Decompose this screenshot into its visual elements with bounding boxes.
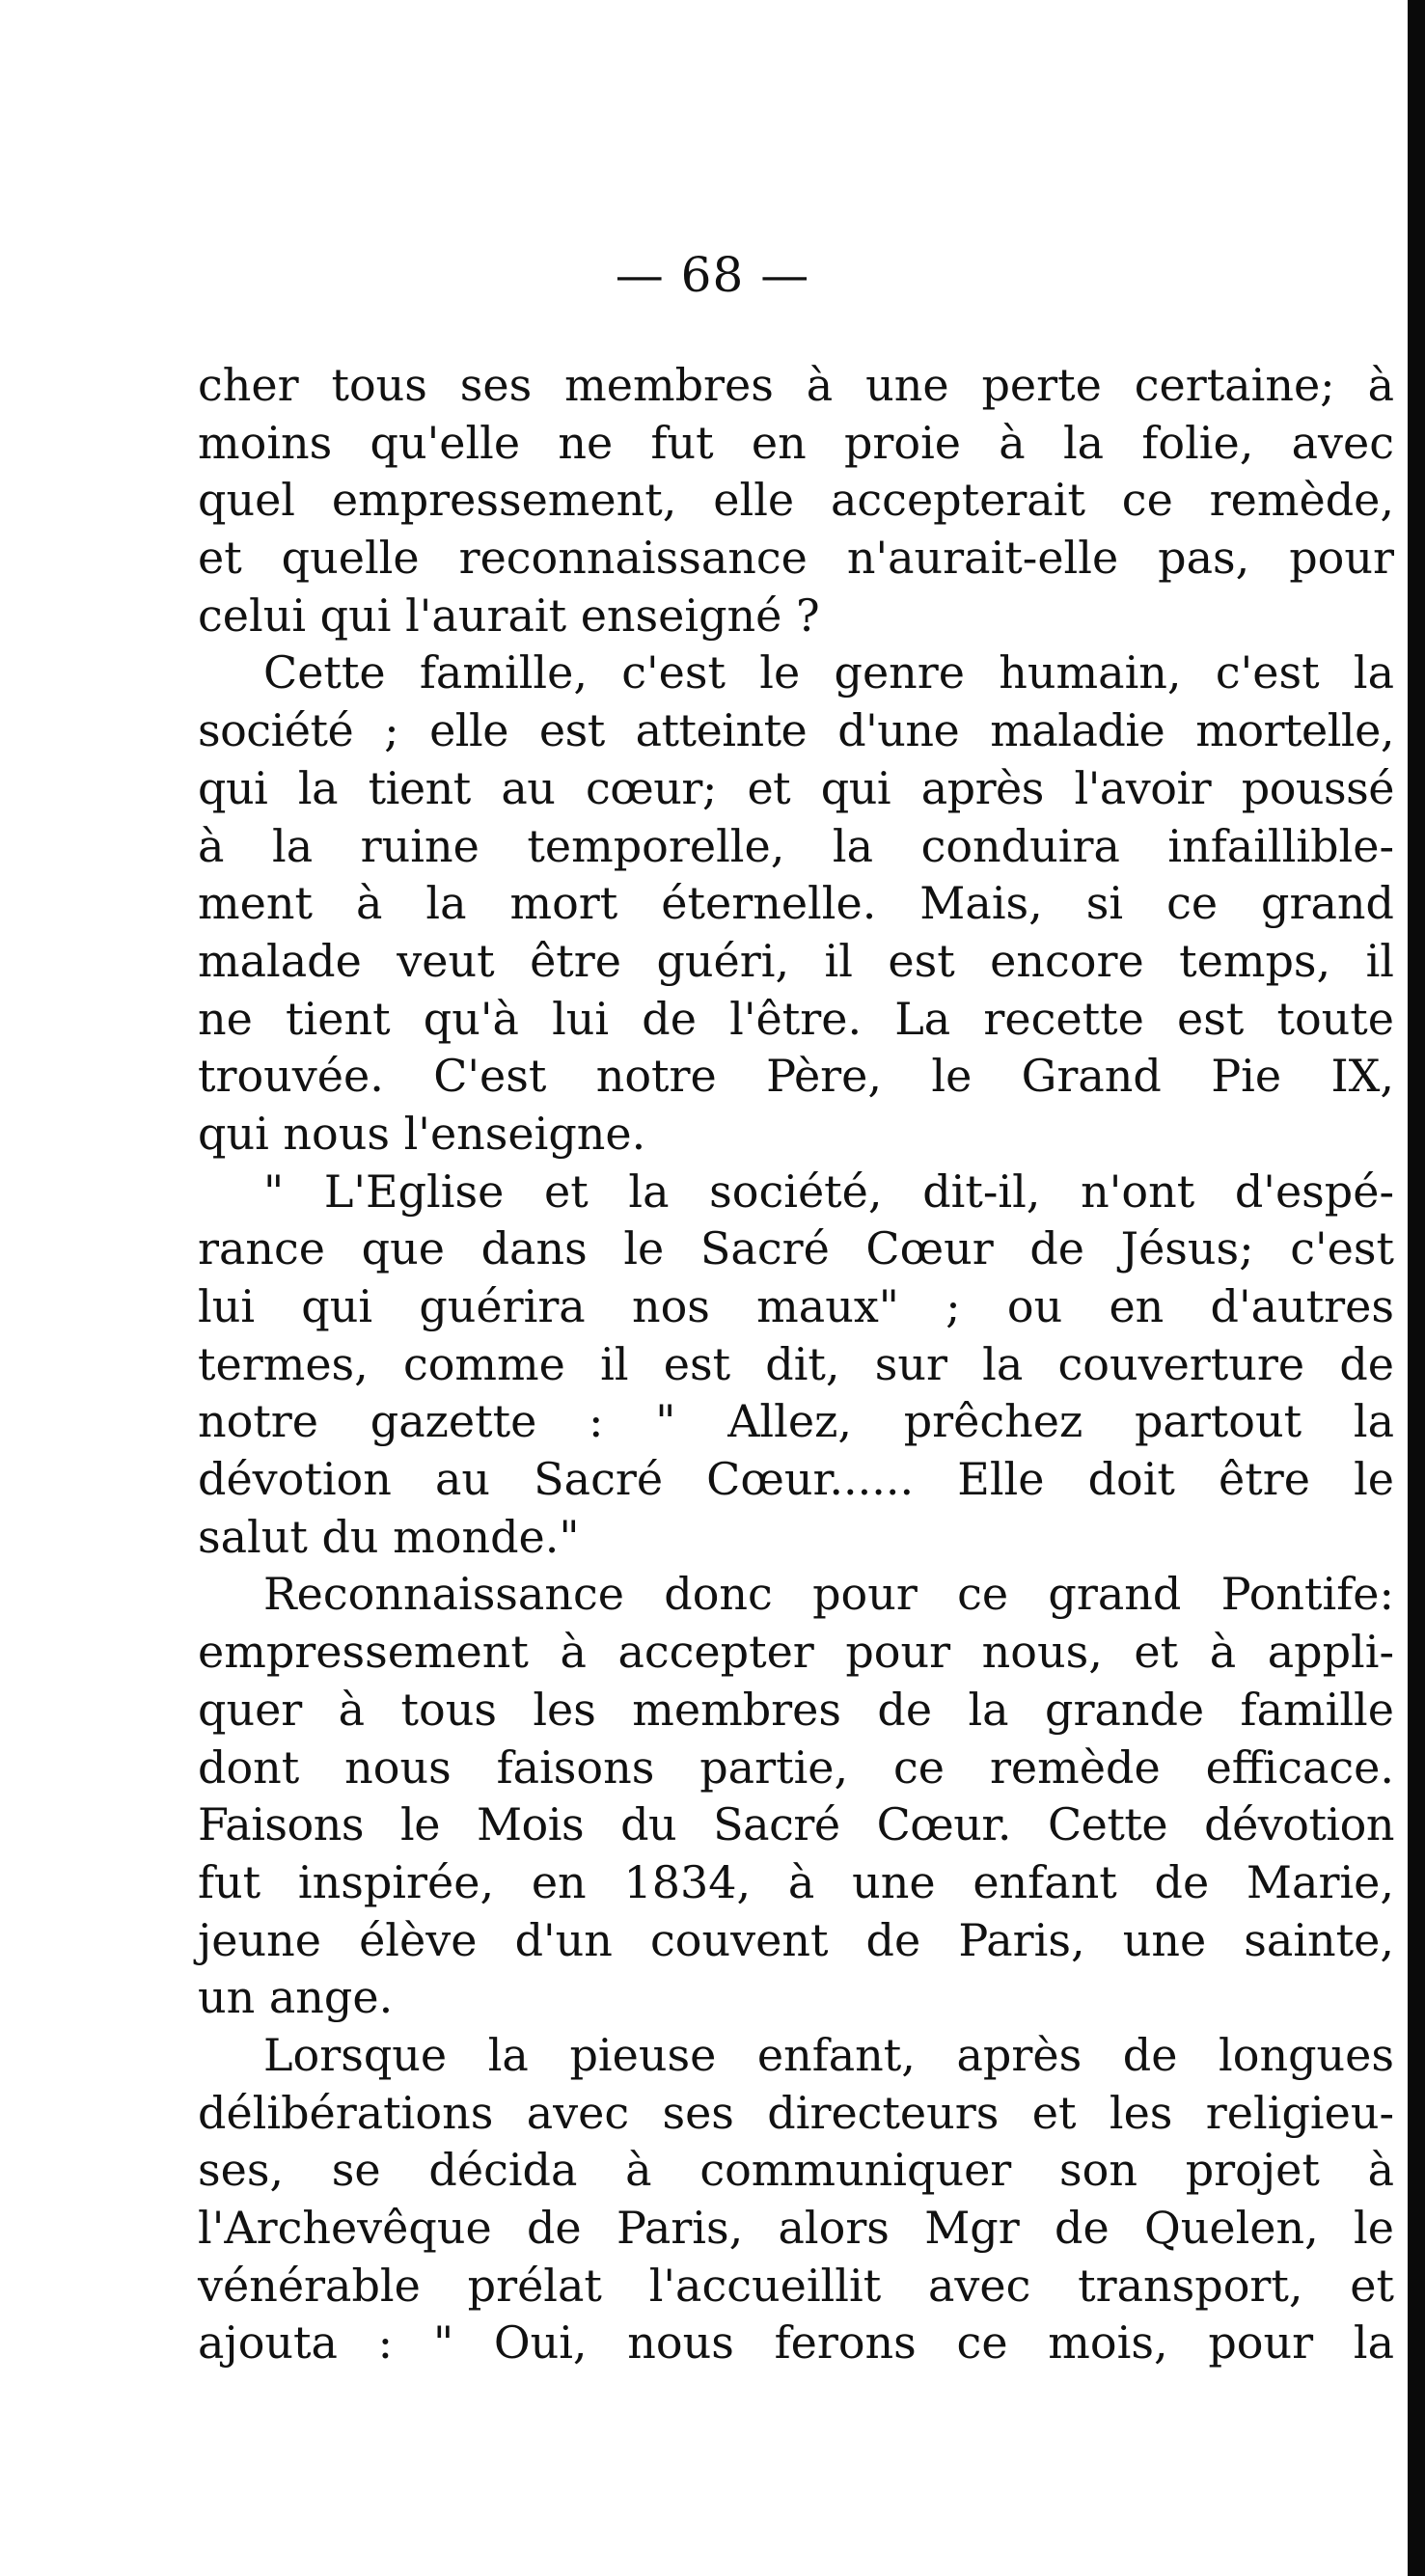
text-line: salut du monde." bbox=[198, 1510, 580, 1563]
text-line: fut inspirée, en 1834, à une enfant de Marie, bbox=[198, 1855, 1394, 1908]
text-line: rance que dans le Sacré Cœur de Jésus; c'est bbox=[198, 1222, 1394, 1275]
text-line: Cette famille, c'est le genre humain, c'est la bbox=[263, 646, 1394, 699]
text-line: dont nous faisons partie, ce remède efficace. bbox=[198, 1740, 1394, 1794]
text-line: Reconnaissance donc pour ce grand Pontife: bbox=[263, 1568, 1394, 1621]
text-line: délibérations avec ses directeurs et les religieu- bbox=[198, 2086, 1394, 2139]
text-line: et quelle reconnaissance n'aurait-elle pas, pour bbox=[198, 532, 1394, 585]
page-number: — 68 — bbox=[615, 247, 810, 303]
text-line: cher tous ses membres à une perte certaine; à bbox=[198, 359, 1394, 411]
text-line: quer à tous les membres de la grande famille bbox=[198, 1683, 1394, 1736]
text-line: qui nous l'enseigne. bbox=[198, 1107, 646, 1160]
text-line: celui qui l'aurait enseigné ? bbox=[198, 589, 820, 642]
text-line: malade veut être guéri, il est encore temps, il bbox=[198, 934, 1394, 987]
text-line: un ange. bbox=[198, 1971, 394, 2024]
text-line: quel empressement, elle accepterait ce remède, bbox=[198, 474, 1394, 527]
text-line: " L'Eglise et la société, dit-il, n'ont d'espé- bbox=[263, 1165, 1394, 1218]
text-line: ses, se décida à communiquer son projet à bbox=[198, 2144, 1394, 2197]
page-edge-shadow bbox=[1408, 0, 1425, 2576]
text-line: trouvée. C'est notre Père, le Grand Pie IX, bbox=[198, 1050, 1394, 1103]
text-line: Faisons le Mois du Sacré Cœur. Cette dévotion bbox=[198, 1798, 1394, 1851]
text-line: empressement à accepter pour nous, et à appli- bbox=[198, 1626, 1394, 1679]
text-line: l'Archevêque de Paris, alors Mgr de Quelen, le bbox=[198, 2202, 1394, 2254]
text-line: dévotion au Sacré Cœur...... Elle doit être le bbox=[198, 1453, 1394, 1506]
text-line: qui la tient au cœur; et qui après l'avoir poussé bbox=[198, 761, 1394, 814]
text-line: jeune élève d'un couvent de Paris, une sainte, bbox=[198, 1913, 1394, 1966]
text-line: Lorsque la pieuse enfant, après de longues bbox=[263, 2028, 1394, 2081]
text-line: moins qu'elle ne fut en proie à la folie, avec bbox=[198, 416, 1394, 469]
text-line: vénérable prélat l'accueillit avec transport, et bbox=[198, 2259, 1394, 2312]
text-line: termes, comme il est dit, sur la couverture de bbox=[198, 1337, 1394, 1390]
text-line: lui qui guérira nos maux" ; ou en d'autres bbox=[198, 1280, 1394, 1332]
body-text bbox=[198, 357, 1394, 2372]
text-line: société ; elle est atteinte d'une maladie mortelle, bbox=[198, 704, 1394, 757]
text-line: ne tient qu'à lui de l'être. La recette est toute bbox=[198, 992, 1394, 1045]
text-line: notre gazette : " Allez, prêchez partout la bbox=[198, 1395, 1394, 1448]
text-line: à la ruine temporelle, la conduira infaillible- bbox=[198, 819, 1394, 872]
text-line: ajouta : " Oui, nous ferons ce mois, pour la bbox=[198, 2316, 1394, 2370]
text-line: ment à la mort éternelle. Mais, si ce grand bbox=[198, 877, 1394, 930]
